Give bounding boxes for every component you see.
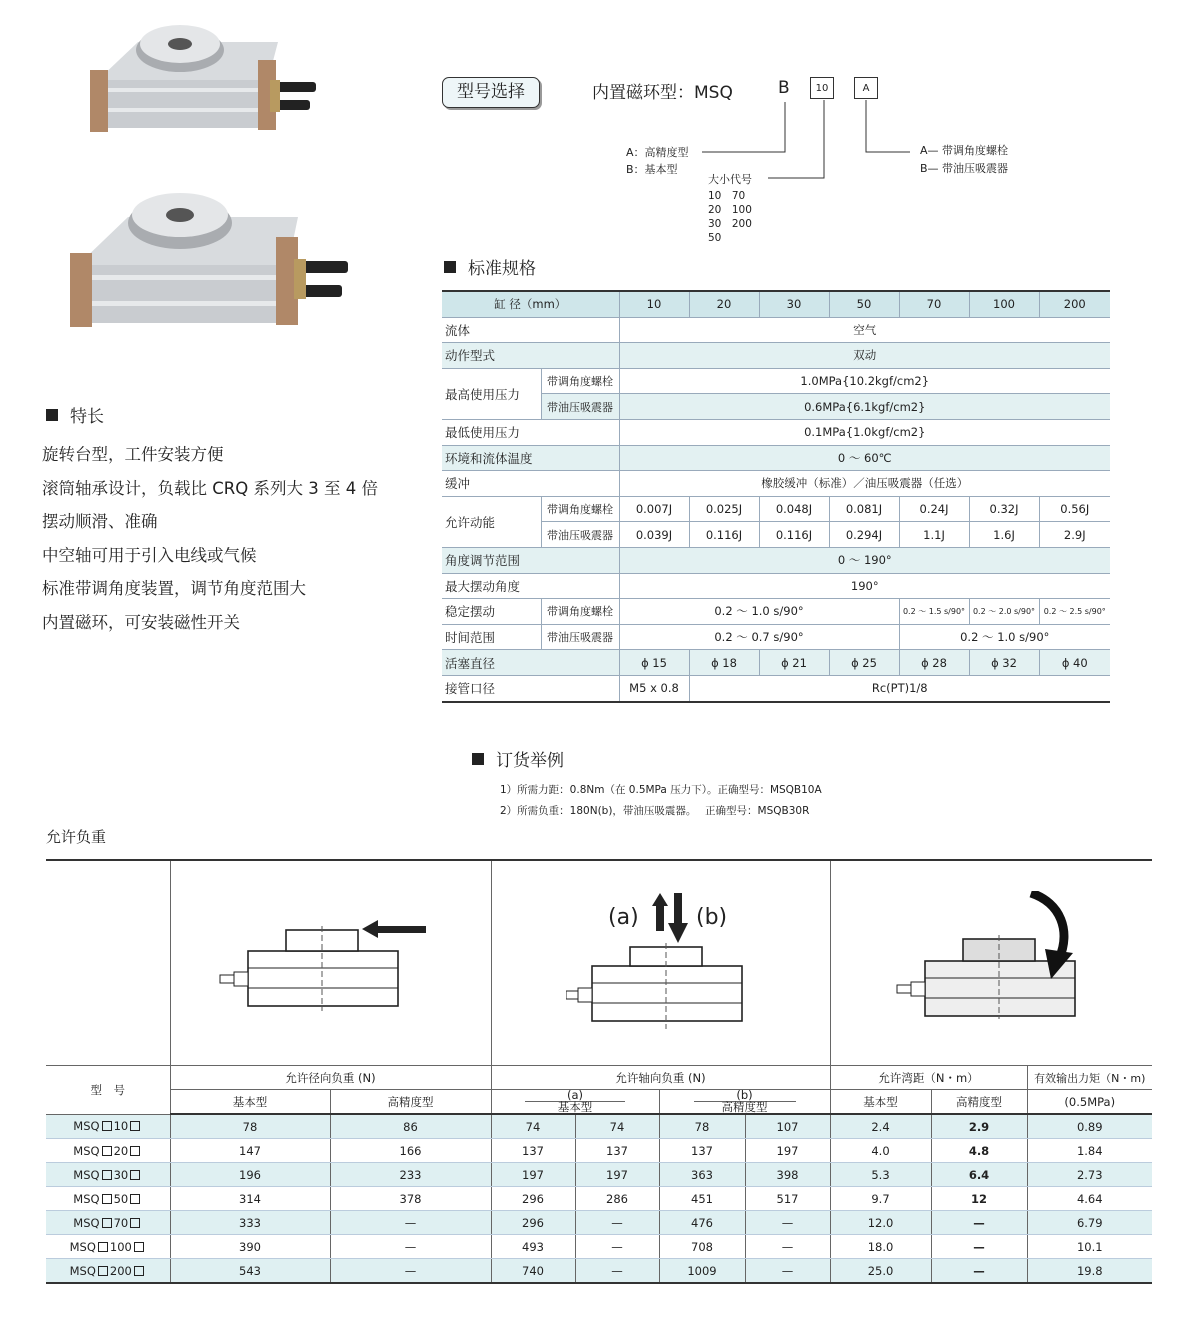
load-value-cell: 137 <box>575 1139 659 1163</box>
load-value-cell: 708 <box>659 1235 745 1259</box>
load-value-cell: 296 <box>491 1211 575 1235</box>
load-value-cell: 137 <box>491 1139 575 1163</box>
feature-item: 摆动顺滑、准确 <box>42 512 158 531</box>
feature-item: 旋转台型，工件安装方便 <box>42 445 224 464</box>
load-value-cell: 197 <box>575 1163 659 1187</box>
model-select-badge: 型号选择 <box>442 77 540 108</box>
spec-sublabel: 带油压吸震器 <box>541 522 619 548</box>
model-connector-lines <box>0 0 1200 260</box>
spec-value: 0.116J <box>689 522 759 548</box>
spec-row-minp <box>442 419 1110 445</box>
spec-label: 活塞直径 <box>442 650 619 676</box>
spec-value: 0.007J <box>619 496 689 522</box>
load-head-high: 高精度型 <box>931 1090 1027 1115</box>
blank-square-icon <box>102 1218 112 1228</box>
load-row <box>46 1235 1152 1259</box>
size-code-row: 20 100 <box>708 204 752 216</box>
spec-value: ϕ 18 <box>689 650 759 676</box>
load-value-cell: — <box>575 1235 659 1259</box>
spec-value: 0.2 ～ 1.0 s/90° <box>899 624 1110 650</box>
bullet-square-icon <box>46 409 58 421</box>
spec-value: 双动 <box>619 343 1110 369</box>
spec-label: 流体 <box>442 317 619 343</box>
load-value-cell: 74 <box>575 1114 659 1139</box>
spec-row-time1 <box>442 599 1110 625</box>
feature-item: 标准带调角度装置，调节角度范围大 <box>42 579 306 598</box>
size-code-row: 30 200 <box>708 218 752 230</box>
blank-square-icon <box>130 1121 140 1131</box>
model-size: 30 <box>113 1167 129 1182</box>
spec-row-time2 <box>442 624 1110 650</box>
load-value-cell: 314 <box>170 1187 330 1211</box>
option-b-label: B— 带油压吸震器 <box>920 162 1009 175</box>
load-value-cell: 493 <box>491 1235 575 1259</box>
model-prefix: MSQ <box>73 1215 100 1230</box>
model-prefix: MSQ <box>73 1191 100 1206</box>
feature-item: 滚筒轴承设计，负载比 CRQ 系列大 3 至 4 倍 <box>42 478 378 498</box>
spec-value: 1.6J <box>969 522 1039 548</box>
load-value-cell: 9.7 <box>830 1187 931 1211</box>
load-value-cell: — <box>745 1259 830 1284</box>
load-value-cell: — <box>330 1211 491 1235</box>
load-model-cell <box>46 1114 170 1139</box>
bullet-square-icon <box>472 753 484 765</box>
option-a-label: A— 带调角度螺栓 <box>920 144 1009 157</box>
load-value-cell: 451 <box>659 1187 745 1211</box>
load-value-cell: 286 <box>575 1187 659 1211</box>
spec-label: 最高使用压力 <box>442 368 541 419</box>
axial-label-a: (a) <box>608 905 639 930</box>
load-value-cell: 398 <box>745 1163 830 1187</box>
spec-row-action <box>442 343 1110 369</box>
spec-heading <box>444 254 536 279</box>
load-value-cell: 18.0 <box>830 1235 931 1259</box>
spec-row-maxp2 <box>442 394 1110 420</box>
spec-value: ϕ 40 <box>1039 650 1110 676</box>
model-prefix: MSQ <box>73 1119 100 1134</box>
load-value-cell: — <box>931 1259 1027 1284</box>
diagram-divider <box>170 861 171 1067</box>
load-head-torque-sub: (0.5MPa) <box>1027 1090 1152 1115</box>
model-prefix: MSQ <box>69 1239 96 1254</box>
load-value-cell: — <box>330 1259 491 1284</box>
load-head-torque: 有效输出力矩（N・m) <box>1027 1066 1152 1090</box>
spec-value: ϕ 32 <box>969 650 1039 676</box>
features-title: 特长 <box>70 407 104 427</box>
spec-row-cushion <box>442 471 1110 497</box>
blank-square-icon <box>102 1121 112 1131</box>
load-value-cell: 10.1 <box>1027 1235 1152 1259</box>
load-value-cell: 78 <box>170 1114 330 1139</box>
blank-square-icon <box>102 1146 112 1156</box>
spec-table <box>442 290 1110 703</box>
load-head-b: (b) <box>694 1090 796 1102</box>
load-value-cell: 1.84 <box>1027 1139 1152 1163</box>
spec-label: 环境和流体温度 <box>442 445 619 471</box>
load-value-cell: 476 <box>659 1211 745 1235</box>
model-size: 50 <box>113 1191 129 1206</box>
spec-value: 2.9J <box>1039 522 1110 548</box>
load-value-cell: 4.8 <box>931 1139 1027 1163</box>
load-value-cell: 166 <box>330 1139 491 1163</box>
spec-value: ϕ 25 <box>829 650 899 676</box>
load-value-cell: 2.9 <box>931 1114 1027 1139</box>
load-value-cell: 4.0 <box>830 1139 931 1163</box>
spec-value: 0.081J <box>829 496 899 522</box>
order-heading <box>472 746 564 771</box>
bullet-square-icon <box>444 261 456 273</box>
spec-value: ϕ 21 <box>759 650 829 676</box>
spec-value: 1.0MPa{10.2kgf/cm2} <box>619 368 1110 394</box>
load-value-cell: 147 <box>170 1139 330 1163</box>
spec-row-maxp1 <box>442 368 1110 394</box>
load-value-cell: 12.0 <box>830 1211 931 1235</box>
spec-head-cell: 30 <box>759 291 829 317</box>
load-model-cell <box>46 1139 170 1163</box>
diagram-divider <box>830 861 831 1067</box>
load-head-model: 型 号 <box>46 1066 170 1115</box>
spec-value: 0.32J <box>969 496 1039 522</box>
load-value-cell: 333 <box>170 1211 330 1235</box>
blank-square-icon <box>102 1170 112 1180</box>
spec-row-piston <box>442 650 1110 676</box>
load-head-basic: 基本型 <box>557 1100 593 1114</box>
blank-square-icon <box>130 1194 140 1204</box>
load-value-cell: 4.64 <box>1027 1187 1152 1211</box>
spec-head-cell: 20 <box>689 291 759 317</box>
spec-value: 0.24J <box>899 496 969 522</box>
radial-load-diagram <box>216 916 466 1016</box>
spec-value: 1.1J <box>899 522 969 548</box>
load-value-cell: — <box>931 1211 1027 1235</box>
load-value-cell: 86 <box>330 1114 491 1139</box>
load-value-cell: — <box>575 1259 659 1284</box>
spec-value: 0.6MPa{6.1kgf/cm2} <box>619 394 1110 420</box>
type-b-label: B：基本型 <box>626 163 678 176</box>
spec-label: 动作型式 <box>442 343 619 369</box>
load-head-a: (a) <box>525 1090 625 1102</box>
model-size: 10 <box>113 1119 129 1134</box>
spec-sublabel: 带油压吸震器 <box>541 624 619 650</box>
load-head-axial-b <box>659 1090 830 1115</box>
load-value-cell: — <box>931 1235 1027 1259</box>
load-value-cell: 296 <box>491 1187 575 1211</box>
spec-value: 0.2 ～ 2.0 s/90° <box>969 599 1039 625</box>
model-prefix: MSQ <box>69 1263 96 1278</box>
load-value-cell: 517 <box>745 1187 830 1211</box>
load-head-axial-a <box>491 1090 659 1115</box>
spec-head-cell: 50 <box>829 291 899 317</box>
model-prefix: MSQ <box>73 1143 100 1158</box>
load-model-cell <box>46 1259 170 1284</box>
spec-value: 空气 <box>619 317 1110 343</box>
features-heading <box>46 402 104 427</box>
model-size-box: 10 <box>810 77 834 99</box>
load-value-cell: 2.73 <box>1027 1163 1152 1187</box>
spec-head-cell: 10 <box>619 291 689 317</box>
load-value-cell: 197 <box>745 1139 830 1163</box>
spec-row-port <box>442 675 1110 701</box>
axial-load-diagram <box>566 891 786 1031</box>
blank-square-icon <box>130 1218 140 1228</box>
load-value-cell: 740 <box>491 1259 575 1284</box>
features-list <box>42 438 378 639</box>
spec-label: 稳定摆动 <box>442 599 541 625</box>
load-value-cell: 0.89 <box>1027 1114 1152 1139</box>
blank-square-icon <box>98 1242 108 1252</box>
blank-square-icon <box>130 1170 140 1180</box>
size-codes <box>708 189 752 245</box>
load-value-cell: 6.4 <box>931 1163 1027 1187</box>
spec-value: 橡胶缓冲（标准）／油压吸震器（任选） <box>619 471 1110 497</box>
load-diagrams <box>46 859 1152 1067</box>
load-value-cell: 12 <box>931 1187 1027 1211</box>
spec-value: 0.1MPa{1.0kgf/cm2} <box>619 419 1110 445</box>
load-value-cell: 78 <box>659 1114 745 1139</box>
load-head-basic: 基本型 <box>170 1090 330 1115</box>
model-size: 20 <box>113 1143 129 1158</box>
load-value-cell: 363 <box>659 1163 745 1187</box>
spec-label: 允许动能 <box>442 496 541 547</box>
load-head-radial: 允许径向负重 (N) <box>170 1066 491 1090</box>
load-model-cell <box>46 1235 170 1259</box>
load-value-cell: 2.4 <box>830 1114 931 1139</box>
spec-value: 0.294J <box>829 522 899 548</box>
spec-value: 0.2 ～ 0.7 s/90° <box>619 624 899 650</box>
load-value-cell: 25.0 <box>830 1259 931 1284</box>
blank-square-icon <box>102 1194 112 1204</box>
load-row <box>46 1187 1152 1211</box>
load-head-high: 高精度型 <box>330 1090 491 1115</box>
load-table <box>46 1065 1152 1284</box>
spec-head-cell: 200 <box>1039 291 1110 317</box>
load-value-cell: 390 <box>170 1235 330 1259</box>
model-size: 100 <box>109 1239 132 1254</box>
size-code-row: 10 70 <box>708 190 746 202</box>
spec-head-cell: 100 <box>969 291 1039 317</box>
blank-square-icon <box>130 1146 140 1156</box>
spec-value: 0.048J <box>759 496 829 522</box>
load-header-row-1 <box>46 1066 1152 1090</box>
load-header-row-2 <box>46 1090 1152 1115</box>
feature-item: 中空轴可用于引入电线或气候 <box>42 545 257 565</box>
model-size: 200 <box>109 1263 132 1278</box>
load-head-axial: 允许轴向负重 (N) <box>491 1066 830 1090</box>
spec-value: 0.2 ～ 2.5 s/90° <box>1039 599 1110 625</box>
load-model-cell <box>46 1211 170 1235</box>
load-model-cell <box>46 1163 170 1187</box>
spec-sublabel: 带调角度螺栓 <box>541 368 619 394</box>
feature-item: 内置磁环，可安装磁性开关 <box>42 612 240 632</box>
model-size: 70 <box>113 1215 129 1230</box>
load-row <box>46 1114 1152 1139</box>
load-model-cell <box>46 1187 170 1211</box>
moment-load-diagram <box>891 891 1091 1021</box>
load-row <box>46 1211 1152 1235</box>
spec-row-energy1 <box>442 496 1110 522</box>
spec-value: 0 ～ 190° <box>619 547 1110 573</box>
axial-label-b: (b) <box>696 905 728 930</box>
blank-square-icon <box>134 1242 144 1252</box>
spec-value: 0.2 ～ 1.5 s/90° <box>899 599 969 625</box>
spec-value: ϕ 15 <box>619 650 689 676</box>
load-value-cell: 137 <box>659 1139 745 1163</box>
model-letter-b: B <box>778 78 790 98</box>
spec-header-row <box>442 291 1110 317</box>
size-code-title: 大小代号 <box>708 173 752 186</box>
spec-sublabel: 带调角度螺栓 <box>541 496 619 522</box>
spec-value: 0.025J <box>689 496 759 522</box>
spec-row-energy2 <box>442 522 1110 548</box>
load-value-cell: 1009 <box>659 1259 745 1284</box>
type-a-label: A：高精度型 <box>626 146 689 159</box>
spec-value: Rc(PT)1/8 <box>689 675 1110 701</box>
spec-value: 0.56J <box>1039 496 1110 522</box>
spec-label: 接管口径 <box>442 675 619 701</box>
order-line-2: 2）所需负重：180N(b)，带油压吸震器。 正确型号：MSQB30R <box>500 805 810 817</box>
load-value-cell: 543 <box>170 1259 330 1284</box>
spec-label: 最低使用压力 <box>442 419 619 445</box>
spec-value: ϕ 28 <box>899 650 969 676</box>
order-line-1: 1）所需力距：0.8Nm（在 0.5MPa 压力下）。正确型号：MSQB10A <box>500 784 822 796</box>
model-prefix: MSQ <box>73 1167 100 1182</box>
load-value-cell: 6.79 <box>1027 1211 1152 1235</box>
spec-title: 标准规格 <box>468 259 536 279</box>
spec-value: 0.039J <box>619 522 689 548</box>
load-value-cell: 74 <box>491 1114 575 1139</box>
load-head-high: 高精度型 <box>721 1100 768 1114</box>
spec-label: 缓冲 <box>442 471 619 497</box>
blank-square-icon <box>134 1266 144 1276</box>
load-value-cell: 196 <box>170 1163 330 1187</box>
spec-sublabel: 带调角度螺栓 <box>541 599 619 625</box>
order-title: 订货举例 <box>496 751 564 771</box>
load-row <box>46 1163 1152 1187</box>
spec-value: M5 x 0.8 <box>619 675 689 701</box>
spec-label: 最大摆动角度 <box>442 573 619 599</box>
spec-row-angle-range <box>442 547 1110 573</box>
spec-label: 角度调节范围 <box>442 547 619 573</box>
model-option-box: A <box>854 77 878 99</box>
load-value-cell: — <box>745 1235 830 1259</box>
spec-head-bore: 缸 径（mm） <box>442 291 619 317</box>
diagram-divider <box>491 861 492 1067</box>
load-value-cell: — <box>330 1235 491 1259</box>
spec-row-max-angle <box>442 573 1110 599</box>
load-value-cell: 233 <box>330 1163 491 1187</box>
load-value-cell: 378 <box>330 1187 491 1211</box>
spec-head-cell: 70 <box>899 291 969 317</box>
spec-value: 0.2 ～ 1.0 s/90° <box>619 599 899 625</box>
spec-row-fluid <box>442 317 1110 343</box>
blank-square-icon <box>98 1266 108 1276</box>
spec-value: 0.116J <box>759 522 829 548</box>
load-value-cell: 19.8 <box>1027 1259 1152 1284</box>
load-value-cell: — <box>575 1211 659 1235</box>
load-value-cell: 107 <box>745 1114 830 1139</box>
load-row <box>46 1139 1152 1163</box>
load-head-basic: 基本型 <box>830 1090 931 1115</box>
size-code-row: 50 <box>708 232 722 244</box>
model-title: 内置磁环型：MSQ <box>592 83 733 103</box>
load-head-moment: 允许湾距（N・m） <box>830 1066 1027 1090</box>
load-row <box>46 1259 1152 1284</box>
spec-value: 0 ～ 60℃ <box>619 445 1110 471</box>
load-value-cell: — <box>745 1211 830 1235</box>
load-value-cell: 197 <box>491 1163 575 1187</box>
load-value-cell: 5.3 <box>830 1163 931 1187</box>
spec-row-temp <box>442 445 1110 471</box>
load-title: 允许负重 <box>46 828 107 846</box>
spec-sublabel: 带油压吸震器 <box>541 394 619 420</box>
spec-label: 时间范围 <box>442 624 541 650</box>
spec-value: 190° <box>619 573 1110 599</box>
